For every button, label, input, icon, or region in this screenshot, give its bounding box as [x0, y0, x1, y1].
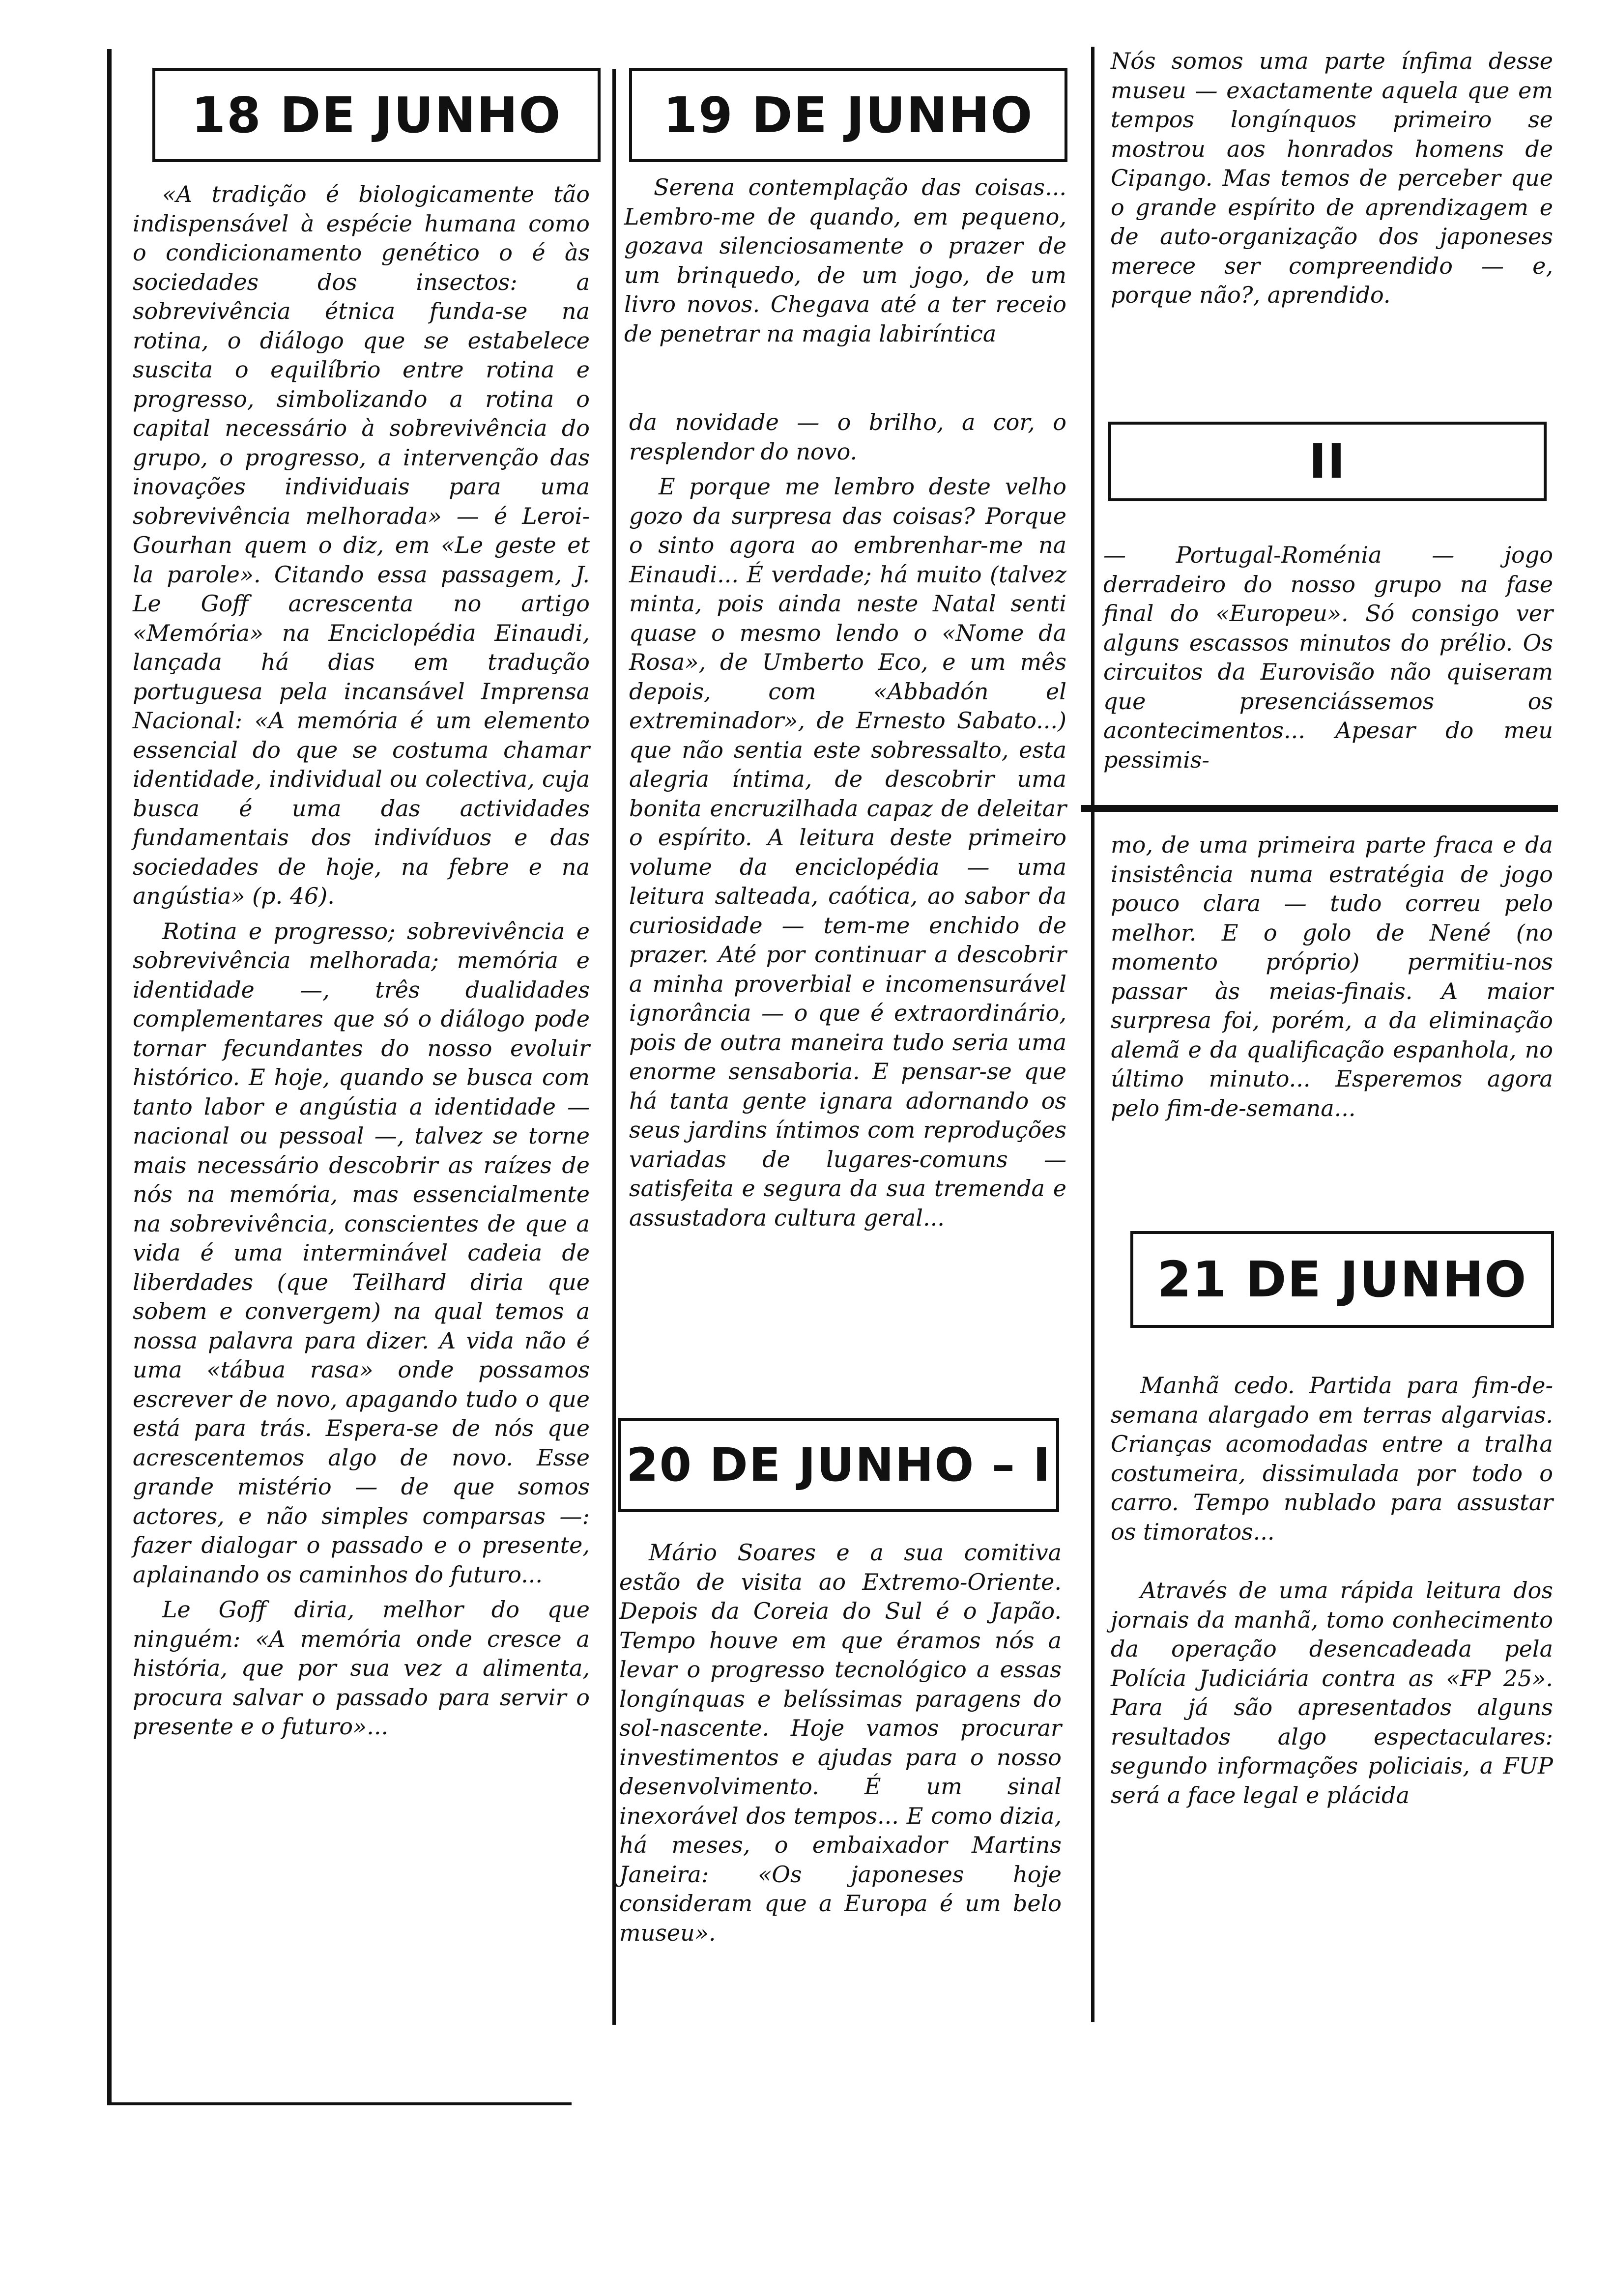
col3-paragraph-4: Manhã cedo. Partida para fim-de-semana alargado em terras algarvias. Crianças acomodadas entre a tralha costumeira, dissimulada por todo o carro. Tempo nublado para assustar os timoratos...: [1111, 1372, 1553, 1545]
column-3-text-c: [1111, 831, 1553, 1129]
column-2-text-b: [629, 408, 1066, 1238]
heading-20-junho: 20 DE JUNHO – I: [626, 1438, 1051, 1492]
left-border-rule: [107, 49, 112, 2103]
column-rule-2: [1091, 47, 1094, 2022]
col1-paragraph-1: «A tradição é biologicamente tão indispensável à espécie humana como o condicionamento genético o é às sociedades dos insectos: a sobrevivência étnica funda-se na rotina, o diálogo que se estabelece suscita o equilíbrio entre rotina e progresso, simbolizando a rotina o capital necessário à sobrevivência do grupo, o progresso, a intervenção das inovações individuais para uma sobrevivência melhorada» — é Leroi-Gourhan quem o diz, em «Le geste et la parole». Citando essa passagem, J. Le Goff acrescenta no artigo «Memória» na Enciclopédia Einaudi, lançada há dias em tradução portuguesa pela incansável Imprensa Nacional: «A memória é um elemento essencial do que se costuma chamar identidade, individual ou colectiva, cuja busca é uma das actividades fundamentais dos indivíduos e das sociedades de hoje, na febre e na angústia» (p. 46).: [133, 181, 590, 909]
column3-divider-rule: [1081, 805, 1558, 812]
heading-box-21-junho: [1130, 1231, 1554, 1328]
column-2-text-a: [624, 173, 1066, 354]
heading-box-19-junho: [629, 68, 1067, 162]
col3-paragraph-2: — Portugal-Roménia — jogo derradeiro do nosso grupo na fase final do «Europeu». Só consigo ver alguns escassos minutos do prélio. Os circuitos da Eurovisão não quiseram que presenciássemos os acontecimentos... Apesar do meu pessimis-: [1103, 542, 1553, 773]
col3-paragraph-5: Através de uma rápida leitura dos jornais da manhã, tomo conhecimento da operação desencadeada pela Polícia Judiciária contra as «FP 25». Para já são apresentados alguns resultados algo espectaculares: segundo informações policiais, a FUP será a face legal e plácida: [1111, 1577, 1553, 1808]
col2-paragraph-1: Serena contemplação das coisas... Lembro-me de quando, em pequeno, gozava silenciosamente o prazer de um brinquedo, de um jogo, de um livro novos. Chegava até a ter receio de penetrar na magia labiríntica: [624, 174, 1066, 347]
column-2-text-c: [619, 1538, 1062, 1953]
heading-II: II: [1309, 434, 1346, 489]
col2-paragraph-3: E porque me lembro deste velho gozo da surpresa das coisas? Porque o sinto agora ao embrenhar-me na Einaudi... É verdade; há muito (talvez minta, pois ainda neste Natal senti quase o mesmo lendo o «Nome da Rosa», de Umberto Eco, e um mês depois, com «Abbadón el extreminador», de Ernesto Sabato...) que não sentia este sobressalto, esta alegria íntima, de descobrir uma bonita encruzilhada capaz de deleitar o espírito. A leitura deste primeiro volume da enciclopédia — uma leitura salteada, caótica, ao sabor da curiosidade — tem-me enchido de prazer. Até por continuar a descobrir a minha proverbial e incomensurável ignorância — o que é extraordinário, pois de outra maneira tudo seria uma enorme sensaboria. E pensar-se que há tanta gente ignara adornando os seus jardins íntimos com reproduções variadas de lugares-comuns — satisfeita e segura da sua tremenda e assustadora cultura geral...: [629, 473, 1066, 1231]
column-3-text-b: [1103, 541, 1553, 780]
col2-paragraph-4: Mário Soares e a sua comitiva estão de visita ao Extremo-Oriente. Depois da Coreia do Sul é o Japão. Tempo houve em que éramos nós a levar o progresso tecnológico a essas longínquas e belíssimas paragens do sol-nascente. Hoje vamos procurar investimentos e ajudas para o nosso desenvolvimento. É um sinal inexorável dos tempos... E como dizia, há meses, o embaixador Martins Janeira: «Os japoneses hoje consideram que a Europa é um belo museu».: [619, 1539, 1062, 1946]
heading-19-junho: 19 DE JUNHO: [663, 86, 1034, 144]
bottom-rule: [107, 2102, 572, 2105]
column-3-text-d: [1111, 1371, 1553, 1816]
heading-box-20-junho: [618, 1418, 1059, 1512]
column-1-text: [133, 180, 590, 1748]
heading-21-junho: 21 DE JUNHO: [1157, 1251, 1527, 1308]
heading-box-18-junho: [152, 68, 601, 162]
col3-paragraph-3: mo, de uma primeira parte fraca e da insistência numa estratégia de jogo pouco clara — tudo correu pelo melhor. E o golo de Nené (no momento próprio) permitiu-nos passar às meias-finais. A maior surpresa foi, porém, a da eliminação alemã e da qualificação espanhola, no último minuto... Esperemos agora pelo fim-de-semana...: [1111, 832, 1553, 1121]
col3-paragraph-1: Nós somos uma parte ínfima desse museu — exactamente aquela que em tempos longínquos primeiro se mostrou aos honrados homens de Cipango. Mas temos de perceber que o grande espírito de aprendizagem e de auto-organização dos japoneses merece ser compreendido — e, porque não?, aprendido.: [1111, 48, 1553, 308]
heading-box-II: [1108, 422, 1547, 501]
heading-18-junho: 18 DE JUNHO: [191, 86, 562, 144]
col1-paragraph-2: Rotina e progresso; sobrevivência e sobrevivência melhorada; memória e identidade —, três dualidades complementares que só o diálogo pode tornar fecundantes do nosso evoluir histórico. E hoje, quando se busca com tanto labor e angústia a identidade — nacional ou pessoal —, talvez se torne mais necessário descobrir as raízes de nós na memória, mas essencialmente na sobrevivência, conscientes de que a vida é uma interminável cadeia de liberdades (que Teilhard diria que sobem e convergem) na qual temos a nossa palavra para dizer. A vida não é uma «tábua rasa» onde possamos escrever de novo, apagando tudo o que está para trás. Espera-se de nós que acrescentemos algo de novo. Esse grande mistério — de que somos actores, e não simples comparsas —: fazer dialogar o passado e o presente, aplainando os caminhos do futuro...: [133, 918, 590, 1588]
column-rule-1: [612, 69, 616, 2025]
col1-paragraph-3: Le Goff diria, melhor do que ninguém: «A memória onde cresce a história, que por sua vez a alimenta, procura salvar o passado para servir o presente e o futuro»...: [133, 1596, 590, 1740]
col2-paragraph-2: da novidade — o brilho, a cor, o resplendor do novo.: [629, 409, 1066, 465]
column-3-text-a: [1111, 47, 1553, 316]
